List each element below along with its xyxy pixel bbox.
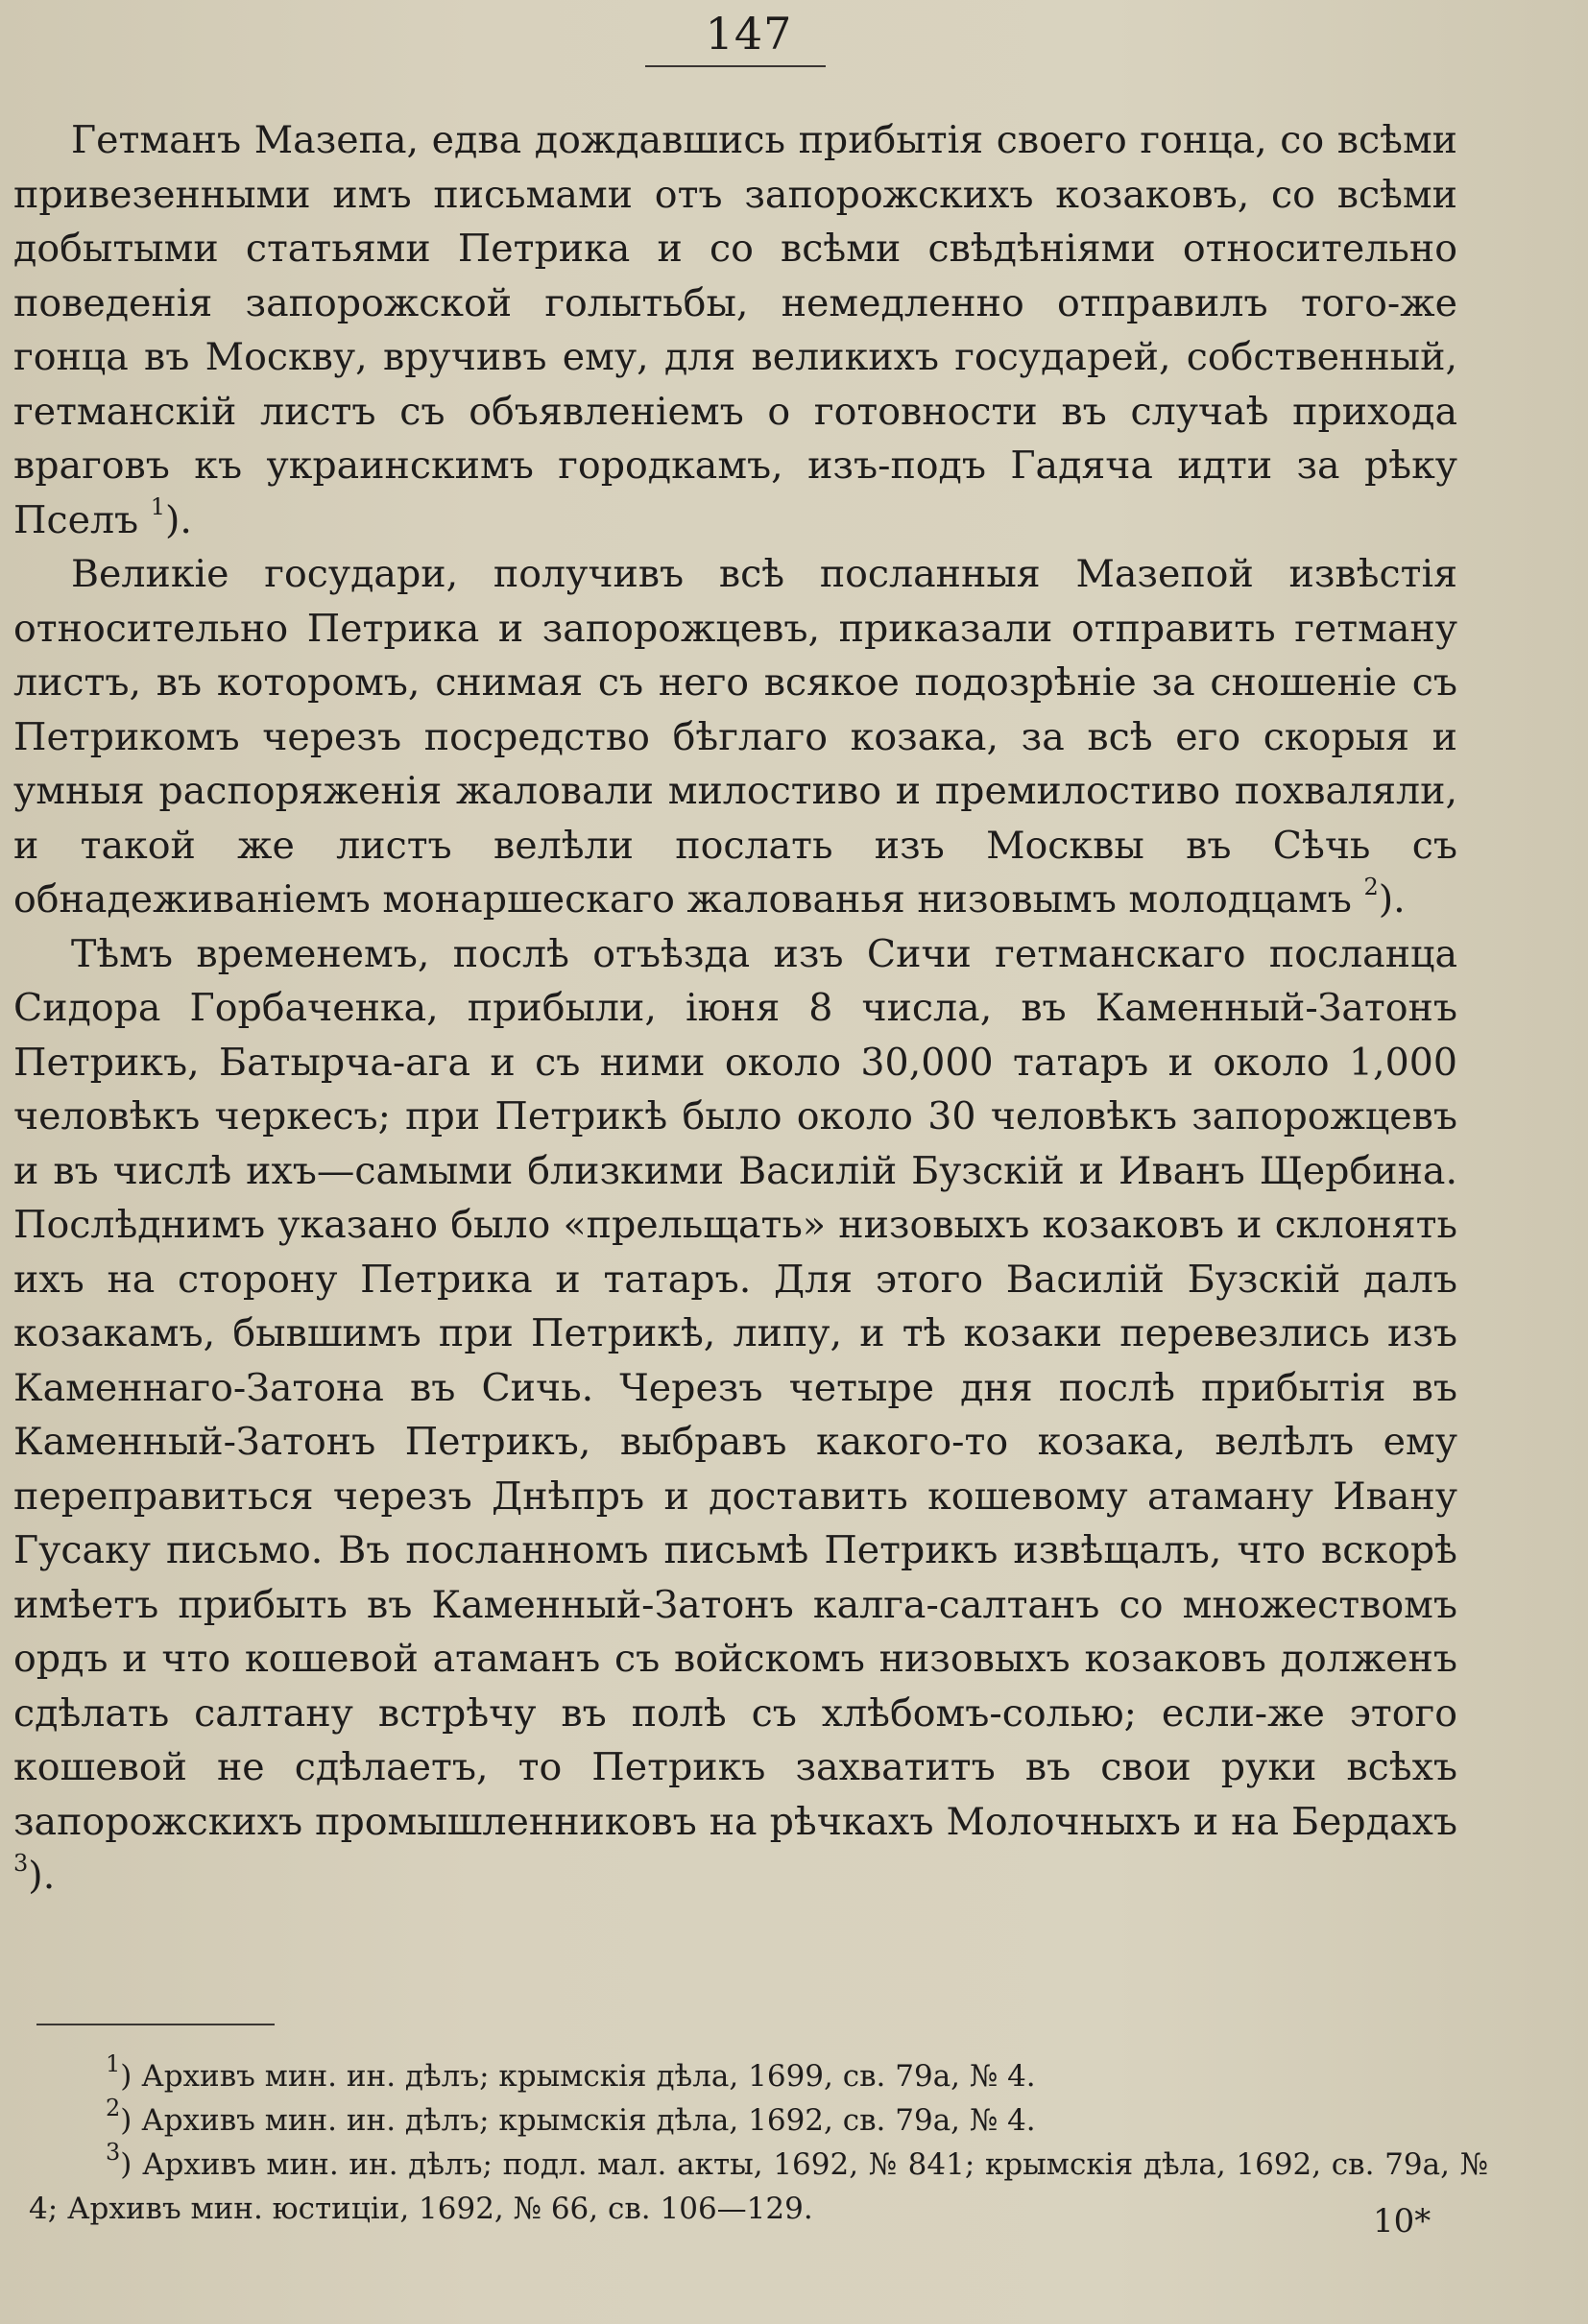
paragraph-end: ).: [165, 497, 192, 542]
header-rule: [645, 65, 826, 67]
footnote: [29, 2138, 1488, 2231]
footnote-ref: 1: [150, 493, 166, 521]
footnote-marker: 3: [106, 2138, 121, 2166]
page-number: 147: [705, 8, 793, 60]
paragraph: [13, 927, 1457, 1904]
footnote-ref: 3: [13, 1849, 29, 1877]
footnote-text: ) Архивъ мин. ин. дѣлъ; подл. мал. акты, 1692, № 841; крымскія дѣла, 1692, св. 79а, № 4; Архивъ мин. юстиціи, 1692, № 66, св. 106—129.: [29, 2147, 1488, 2226]
footnote: [29, 2094, 1488, 2143]
footnote-marker: 2: [106, 2094, 121, 2121]
footnote-text: ) Архивъ мин. ин. дѣлъ; крымскія дѣла, 1692, св. 79а, № 4.: [120, 2103, 1036, 2138]
paragraph: [13, 547, 1457, 927]
footnote: [29, 2049, 1488, 2098]
footnotes: [29, 2049, 1488, 2231]
footnote-rule: [36, 2024, 275, 2025]
paragraph: [13, 113, 1457, 547]
paragraph-text: Великіе государи, получивъ всѣ посланныя Мазепой извѣстія относительно Петрика и запорожцевъ, приказали отправить гетману листъ, въ которомъ, снимая съ него всякое подозрѣніе за сношеніе съ Петрикомъ черезъ посредство бѣглаго козака, за всѣ его скорыя и умныя распоряженія жаловали милостиво и премилостиво похваляли, и такой же листъ велѣли послать изъ Москвы въ Сѣчь съ обнадеживаніемъ монаршескаго жалованья низовымъ молодцамъ: [13, 552, 1457, 922]
footnote-ref: 2: [1363, 873, 1379, 900]
footnote-text: ) Архивъ мин. ин. дѣлъ; крымскія дѣла, 1699, св. 79а, № 4.: [120, 2059, 1036, 2094]
footnote-marker: 1: [106, 2049, 121, 2077]
paragraph-text: Гетманъ Мазепа, едва дождавшись прибытія своего гонца, со всѣми привезенными имъ письмами отъ запорожскихъ козаковъ, со всѣми добытыми статьями Петрика и со всѣми свѣдѣніями относительно поведенія запорожской голытьбы, немедленно отправилъ того-же гонца въ Москву, вручивъ ему, для великихъ государей, собственный, гетманскій листъ съ объявленіемъ о готовности въ случаѣ прихода враговъ къ украинскимъ городкамъ, изъ-подъ Гадяча идти за рѣку Пселъ: [13, 118, 1457, 542]
main-text: [13, 113, 1457, 1904]
paragraph-text: Тѣмъ временемъ, послѣ отъѣзда изъ Сичи гетманскаго посланца Сидора Горбаченка, прибыли, іюня 8 числа, въ Каменный-Затонъ Петрикъ, Батырча-ага и съ ними около 30,000 татаръ и около 1,000 человѣкъ черкесъ; при Петрикѣ было около 30 человѣкъ запорожцевъ и въ числѣ ихъ—самыми близкими Василій Бузскій и Иванъ Щербина. Послѣднимъ указано было «прельщать» низовыхъ козаковъ и склонять ихъ на сторону Петрика и татаръ. Для этого Василій Бузскій далъ козакамъ, бывшимъ при Петрикѣ, липу, и тѣ козаки перевезлись изъ Каменнаго-Затона въ Сичь. Черезъ четыре дня послѣ прибытія въ Каменный-Затонъ Петрикъ, выбравъ какого-то козака, велѣлъ ему переправиться черезъ Днѣпръ и доставить кошевому атаману Ивану Гусаку письмо. Въ посланномъ письмѣ Петрикъ извѣщалъ, что вскорѣ имѣетъ прибыть въ Каменный-Затонъ калга-салтанъ со множествомъ ордъ и что кошевой атаманъ съ войскомъ низовыхъ козаковъ долженъ сдѣлать салтану встрѣчу въ полѣ съ хлѣбомъ-солью; если-же этого кошевой не сдѣлаетъ, то Петрикъ захватитъ въ свои руки всѣхъ запорожскихъ промышленниковъ на рѣчкахъ Молочныхъ и на Бердахъ: [13, 931, 1457, 1844]
paragraph-end: ).: [28, 1854, 56, 1898]
paragraph-end: ).: [1378, 877, 1406, 922]
signature-mark: 10*: [1373, 2202, 1432, 2240]
